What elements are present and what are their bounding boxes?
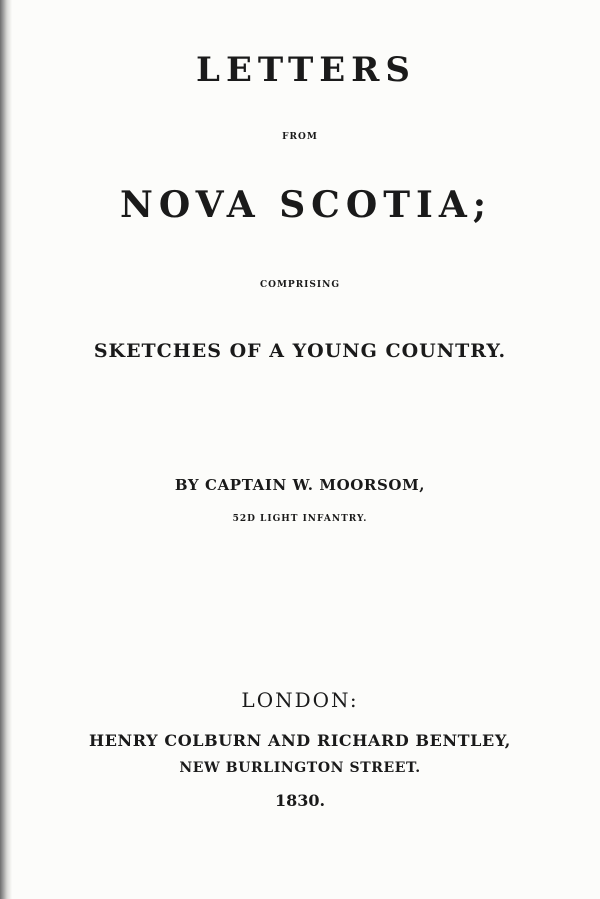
imprint-publisher: HENRY COLBURN AND RICHARD BENTLEY,	[89, 731, 511, 750]
imprint-street: NEW BURLINGTON STREET.	[179, 760, 421, 776]
connector-from: FROM	[282, 132, 318, 142]
connector-comprising: COMPRISING	[259, 280, 341, 290]
author-line: BY CAPTAIN W. MOORSOM,	[174, 476, 426, 494]
imprint-place: LONDON:	[241, 688, 359, 712]
author-regiment: 52D LIGHT INFANTRY.	[232, 514, 368, 524]
imprint-year: 1830.	[274, 791, 326, 810]
title-line-letters: LETTERS	[196, 50, 416, 90]
subtitle: SKETCHES OF A YOUNG COUNTRY.	[93, 340, 507, 362]
title-line-nova-scotia: NOVA SCOTIA;	[119, 184, 493, 226]
